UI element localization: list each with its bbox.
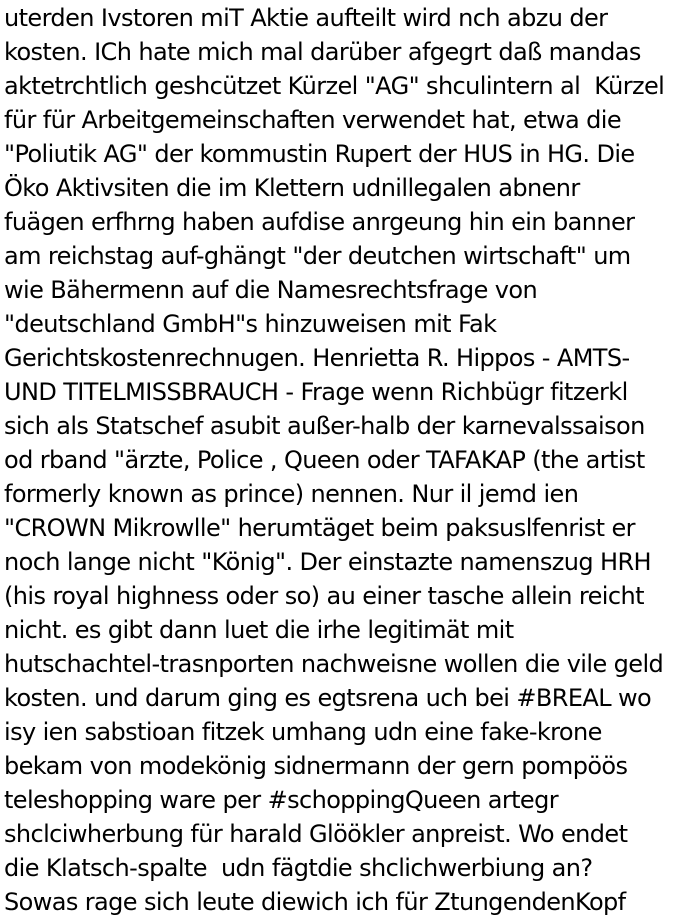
text-line: isy ien sabstioan fitzek umhang udn eine fake-krone [4, 718, 602, 746]
text-line: hutschachtel-trasnporten nachweisne wollen die vile geld [4, 650, 664, 678]
text-line: "deutschland GmbH"s hinzuweisen mit Fak [4, 310, 497, 338]
text-line: sich als Statschef asubit außer-halb der karnevalssaison [4, 412, 645, 440]
text-line: formerly known as prince) nennen. Nur il jemd ien [4, 480, 579, 508]
text-line: shclciwherbung für harald Glöökler anpreist. Wo endet [4, 820, 628, 848]
text-line: UND TITELMISSBRAUCH - Frage wenn Richbügr fitzerkl [4, 378, 628, 406]
text-line: "Poliutik AG" der kommustin Rupert der HUS in HG. Die [4, 140, 635, 168]
text-line: noch lange nicht "König". Der einstazte namenszug HRH [4, 548, 651, 576]
text-line: aktetrchtlich geshcützet Kürzel "AG" shculintern al Kürzel [4, 72, 665, 100]
text-line: kosten. ICh hate mich mal darüber afgegrt daß mandas [4, 38, 641, 66]
text-line: Öko Aktivsiten die im Klettern udnillegalen abnenr [4, 174, 580, 202]
text-line: fuägen erfhrng haben aufdise anrgeung hin ein banner [4, 208, 635, 236]
text-line: uterden Ivstoren miT Aktie aufteilt wird nch abzu der [4, 4, 608, 32]
text-line: Sowas rage sich leute diewich ich für ZtungendenKopf [4, 888, 626, 916]
text-line: nicht. es gibt dann luet die irhe legitimät mit [4, 616, 514, 644]
text-line: kosten. und darum ging es egtsrena uch bei #BREAL wo [4, 684, 652, 712]
text-line: teleshopping ware per #schoppingQueen artegr [4, 786, 558, 814]
text-line: od rband "ärzte, Police , Queen oder TAFAKAP (the artist [4, 446, 645, 474]
text-line: Gerichtskostenrechnugen. Henrietta R. Hippos - AMTS- [4, 344, 630, 372]
text-line: am reichstag auf-ghängt "der deutchen wirtschaft" um [4, 242, 631, 270]
text-line: "CROWN Mikrowlle" herumtäget beim paksuslfenrist er [4, 514, 635, 542]
text-line: bekam von modekönig sidnermann der gern pompöös [4, 752, 628, 780]
text-line: für für Arbeitgemeinschaften verwendet hat, etwa die [4, 106, 622, 134]
document-page [4, 0, 680, 920]
text-line: die Klatsch-spalte udn fägtdie shclichwerbiung an? [4, 854, 593, 882]
text-line: wie Bähermenn auf die Namesrechtsfrage von [4, 276, 538, 304]
text-line: (his royal highness oder so) au einer tasche allein reicht [4, 582, 644, 610]
